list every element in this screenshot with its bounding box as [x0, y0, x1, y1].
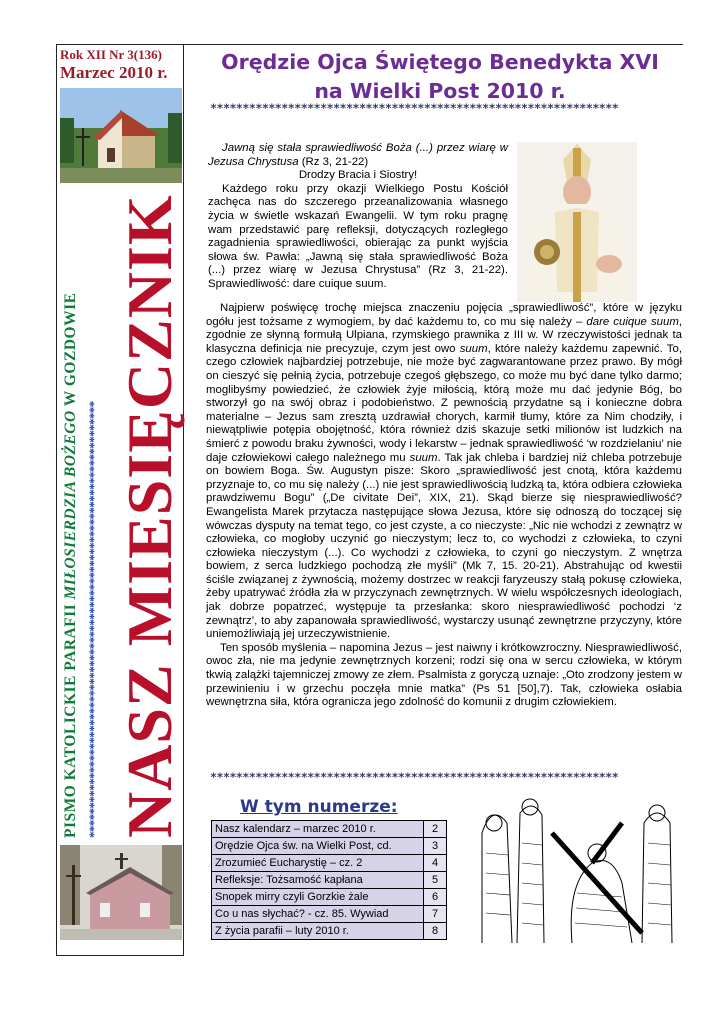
- toc-title: Orędzie Ojca św. na Wielki Post, cd.: [212, 838, 424, 855]
- church-photo-top: [60, 88, 182, 183]
- article-body: [206, 302, 682, 710]
- toc-title: Nasz kalendarz – marzec 2010 r.: [212, 821, 424, 838]
- toc-page: 2: [424, 821, 447, 838]
- toc-row[interactable]: [212, 923, 447, 940]
- vertical-masthead: [58, 194, 185, 840]
- stars-divider-bottom: ***************************************************************: [210, 770, 619, 784]
- toc-row[interactable]: [212, 906, 447, 923]
- magazine-title: NASZ MIESIĘCZNIK: [114, 194, 185, 838]
- paragraph-1: Każdego roku przy okazji Wielkiego Postu Kościół zachęca nas do szczerego przeanalizowania własnego życia w świetle wskazań Ewangelii. W tym roku pragnę wam przedstawić parę refleksji, dotyczących rozległego zagadnienia sprawiedliwości, obierając za punkt wyjścia słowa św. Pawła: „Jawną się stała sprawiedliwość Boża (...) przez wiarę w Jezusa Chrystusa” (Rz 3, 21-22). Sprawiedliwość: dare cuique suum.: [208, 182, 508, 290]
- toc-page: 5: [424, 872, 447, 889]
- vertical-stars: **************************************************************************: [86, 401, 101, 838]
- article-intro-column: [208, 142, 508, 292]
- opening-quote: Jawną się stała sprawiedliwość Boża (...) przez wiarę w Jezusa Chrystusa (Rz 3, 21-22): [208, 142, 508, 168]
- toc-row[interactable]: [212, 889, 447, 906]
- issue-date: Marzec 2010 r.: [60, 63, 168, 82]
- toc-title: Co u nas słychać? - cz. 85. Wywiad: [212, 906, 424, 923]
- issue-number: Rok XII Nr 3(136): [60, 47, 162, 62]
- parish-name: PISMO KATOLICKIE PARAFII MIŁOSIERDZIA BOŻEGO W GOZDOWIE: [62, 292, 79, 838]
- way-of-cross-engraving: [472, 793, 682, 943]
- toc-title: Snopek mirry czyli Gorzkie żale: [212, 889, 424, 906]
- article-title-line2: na Wielki Post 2010 r.: [314, 79, 566, 103]
- church-photo-bottom: [60, 845, 182, 940]
- toc-title: Z życia parafii – luty 2010 r.: [212, 923, 424, 940]
- toc-heading: W tym numerze:: [240, 797, 398, 817]
- toc-page: 6: [424, 889, 447, 906]
- toc-row[interactable]: [212, 821, 447, 838]
- article-title: [196, 48, 684, 106]
- toc-page: 3: [424, 838, 447, 855]
- article-title-line1: Orędzie Ojca Świętego Benedykta XVI: [221, 50, 659, 74]
- toc-title: Zrozumieć Eucharystię – cz. 2: [212, 855, 424, 872]
- stars-divider-top: ***************************************************************: [210, 101, 619, 115]
- toc-table: [211, 820, 447, 940]
- top-rule: [56, 44, 683, 45]
- toc-page: 8: [424, 923, 447, 940]
- toc-page: 4: [424, 855, 447, 872]
- paragraph-2: Najpierw poświęcę trochę miejsca znaczeniu pojęcia „sprawiedliwość”, które w języku ogółu jest tożsame z wymogiem, by dać każdemu to, co mu się należy – dare cuique suum, zgodnie ze słynną formułą Ulpiana, rzymskiego prawnika z III w. W rzeczywistości jednak ta klasyczna definicja nie precyzuje, czym jest owo suum, które należy każdemu zapewnić. To, czego człowiek najbardziej potrzebuje, nie może być zagwarantowane przez prawo. By mógł on cieszyć się pełnią życia, potrzebuje czegoś głębszego, co może mu być dane tylko darmo; moglibyśmy powiedzieć, że człowiek żyje miłością, którą może mu dać jedynie Bóg, bo stworzył go na swój obraz i podobieństwo. Z pewnością przydatne są i konieczne dobra materialne – Jezus sam zresztą uzdrawiał chorych, karmił tłumy, które za Nim chodziły, i niewątpliwie potępia obojętność, która również dziś skazuje setki milionów ist ludzkich na śmierć z powodu braku żywności, wody i lekarstw – jednak sprawiedliwość ‘w rozdzielaniu’ nie daje człowiekowi całego należnego mu suum. Tak jak chleba i bardziej niż chleba potrzebuje on bowiem Boga. Św. Augustyn pisze: Skoro „sprawiedliwość jest cnotą, która każdemu przyznaje to, co mu się należy (...) nie jest sprawiedliwością ludzką ta, która odbiera człowieka prawdziwemu Bogu” („De civitate Dei”, XIX, 21). Skąd bierze się niesprawiedliwość? Ewangelista Marek przytacza następujące słowa Jezusa, które się odnoszą do toczącej się wówczas dysputy na temat tego, co jest czyste, a co nieczyste: „Nic nie wchodzi z zewnątrz w człowieka, co mogłoby uczynić go nieczystym; lecz to, co wychodzi z człowieka, to czyni człowieka nieczystym (...). Co wychodzi z człowieka, to czyni go nieczystym. Z wnętrza bowiem, z serca ludzkiego pochodzą złe myśli” (Mk 7, 15. 20-21). Abstrahując od kwestii ściśle związanej z żywnością, możemy dostrzec w reakcji faryzeuszy stałą pokusę człowieka, żeby upatrywać źródła zła w przyczynach zewnętrznych. W wielu współczesnych ideologiach, jak dobrze popatrzeć, występuje ta przesłanka: skoro niesprawiedliwość pochodzi ‘z zewnątrz’, to aby zapanowała sprawiedliwość, wystarczy usunąć zewnętrzne przyczyny, które uniemożliwiają jej urzeczywistnienie.: [206, 302, 683, 641]
- toc-row[interactable]: [212, 838, 447, 855]
- toc-row[interactable]: [212, 872, 447, 889]
- toc-page: 7: [424, 906, 447, 923]
- paragraph-3: Ten sposób myślenia – napomina Jezus – jest naiwny i krótkowzroczny. Niesprawiedliwość, owoc zła, nie ma jedynie zewnętrznych korzeni; rodzi się ona w sercu człowieka, w którym tkwią zalążki tajemniczej zmowy ze złem. Psalmista z goryczą uznaje: „Oto zrodzony jestem w przewinieniu i w grzechu poczęła mnie matka” (Ps 51 [50],7). Tak, człowieka osłabia wewnętrzna siła, która ogranicza jego zdolność do komunii z drugim człowiekiem.: [206, 641, 682, 709]
- toc-title: Refleksje: Tożsamość kapłana: [212, 872, 424, 889]
- pope-photo: [517, 142, 637, 302]
- toc-row[interactable]: [212, 855, 447, 872]
- greeting: Drodzy Bracia i Siostry!: [298, 169, 418, 182]
